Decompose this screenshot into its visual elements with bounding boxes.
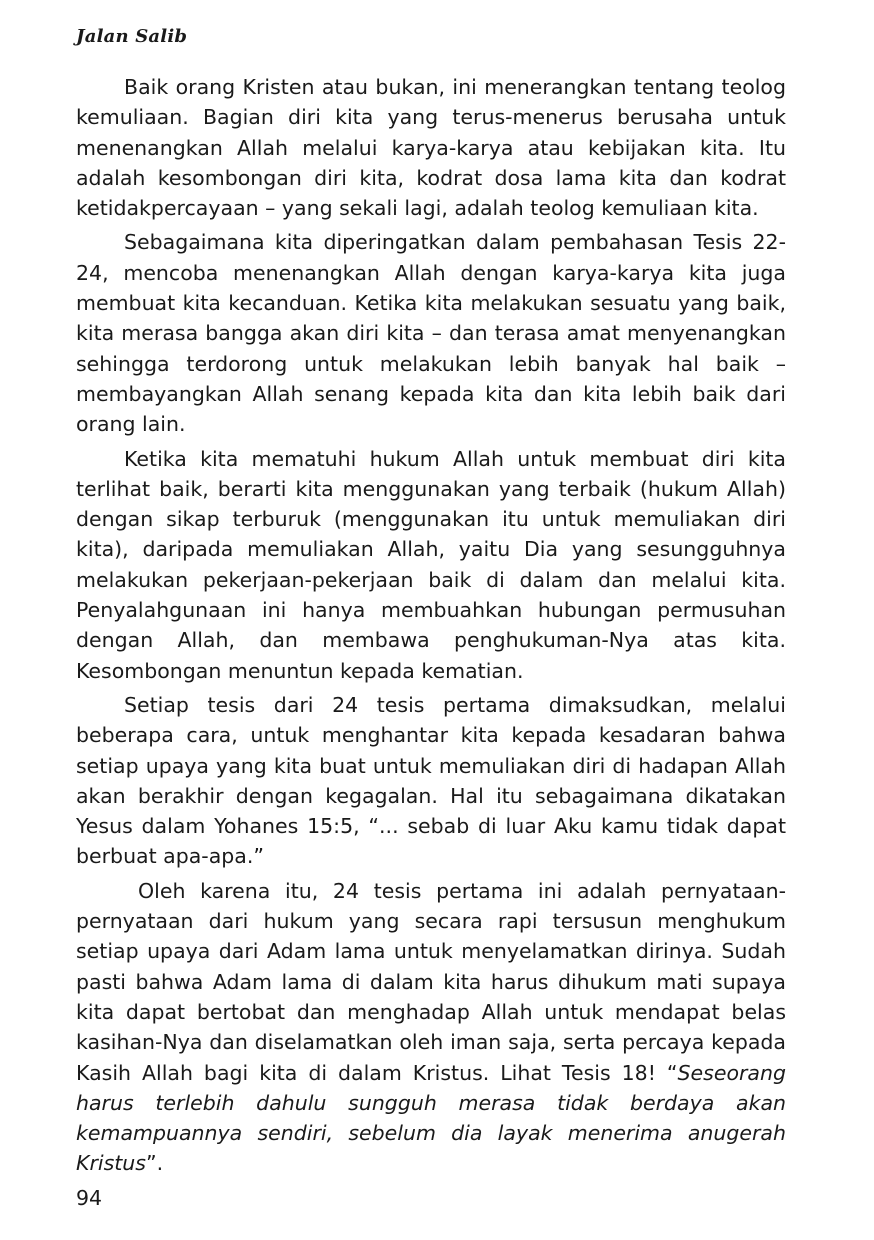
body-text	[76, 72, 786, 1183]
quote-closing: ”.	[145, 1151, 164, 1176]
paragraph-5	[76, 876, 786, 1179]
paragraph-2: Sebagaimana kita diperingatkan dalam pembahasan Tesis 22-24, mencoba menenangkan Allah dengan karya-karya kita juga membuat kita kecanduan. Ketika kita melakukan sesuatu yang baik, kita merasa bangga akan diri kita – dan terasa amat menyenangkan sehingga terdorong untuk melakukan lebih banyak hal baik – membayangkan Allah senang kepada kita dan kita lebih baik dari orang lain.	[76, 230, 786, 437]
paragraph-3: Ketika kita mematuhi hukum Allah untuk membuat diri kita terlihat baik, berarti kita menggunakan yang terbaik (hukum Allah) dengan sikap terburuk (menggunakan itu untuk memuliakan diri kita), daripada memuliakan Allah, yaitu Dia yang sesungguhnya melakukan pekerjaan-pekerjaan baik di dalam dan melalui kita. Penyalahgunaan ini hanya membuahkan hubungan permusuhan dengan Allah, dan membawa penghukuman-Nya atas kita. Kesombongan menuntun kepada kematian.	[76, 446, 786, 683]
thesis-quote: Seseorang harus terlebih dahulu sungguh merasa tidak berdaya akan kemampuannya sendiri, sebelum dia layak menerima anugerah Kristus	[76, 1060, 786, 1176]
running-header-title: Jalan Salib	[76, 26, 188, 47]
paragraph-5-text: Oleh karena itu, 24 tesis pertama ini adalah pernyataan-pernyataan dari hukum yang secara rapi tersusun menghukum setiap upaya dari Adam lama untuk menyelamatkan dirinya. Sudah pasti bahwa Adam lama di dalam kita harus dihukum mati supaya kita dapat bertobat dan menghadap Allah untuk mendapat belas kasihan-Nya dan diselamatkan oleh iman saja, serta percaya kepada Kasih Allah bagi kita di dalam Kristus. Lihat Tesis 18! “	[76, 878, 786, 1085]
paragraph-4: Setiap tesis dari 24 tesis pertama dimaksudkan, melalui beberapa cara, untuk menghantar kita kepada kesadaran bahwa setiap upaya yang kita buat untuk memuliakan diri di hadapan Allah akan berakhir dengan kegagalan. Hal itu sebagaimana dikatakan Yesus dalam Yohanes 15:5, “... sebab di luar Aku kamu tidak dapat berbuat apa-apa.”	[76, 692, 786, 869]
paragraph-1: Baik orang Kristen atau bukan, ini menerangkan tentang teolog kemuliaan. Bagian diri kita yang terus-menerus berusaha untuk menenangkan Allah melalui karya-karya atau kebijakan kita. Itu adalah kesombongan diri kita, kodrat dosa lama kita dan kodrat ketidakpercayaan – yang sekali lagi, adalah teolog kemuliaan kita.	[76, 75, 786, 221]
page-number: 94	[76, 1186, 103, 1210]
